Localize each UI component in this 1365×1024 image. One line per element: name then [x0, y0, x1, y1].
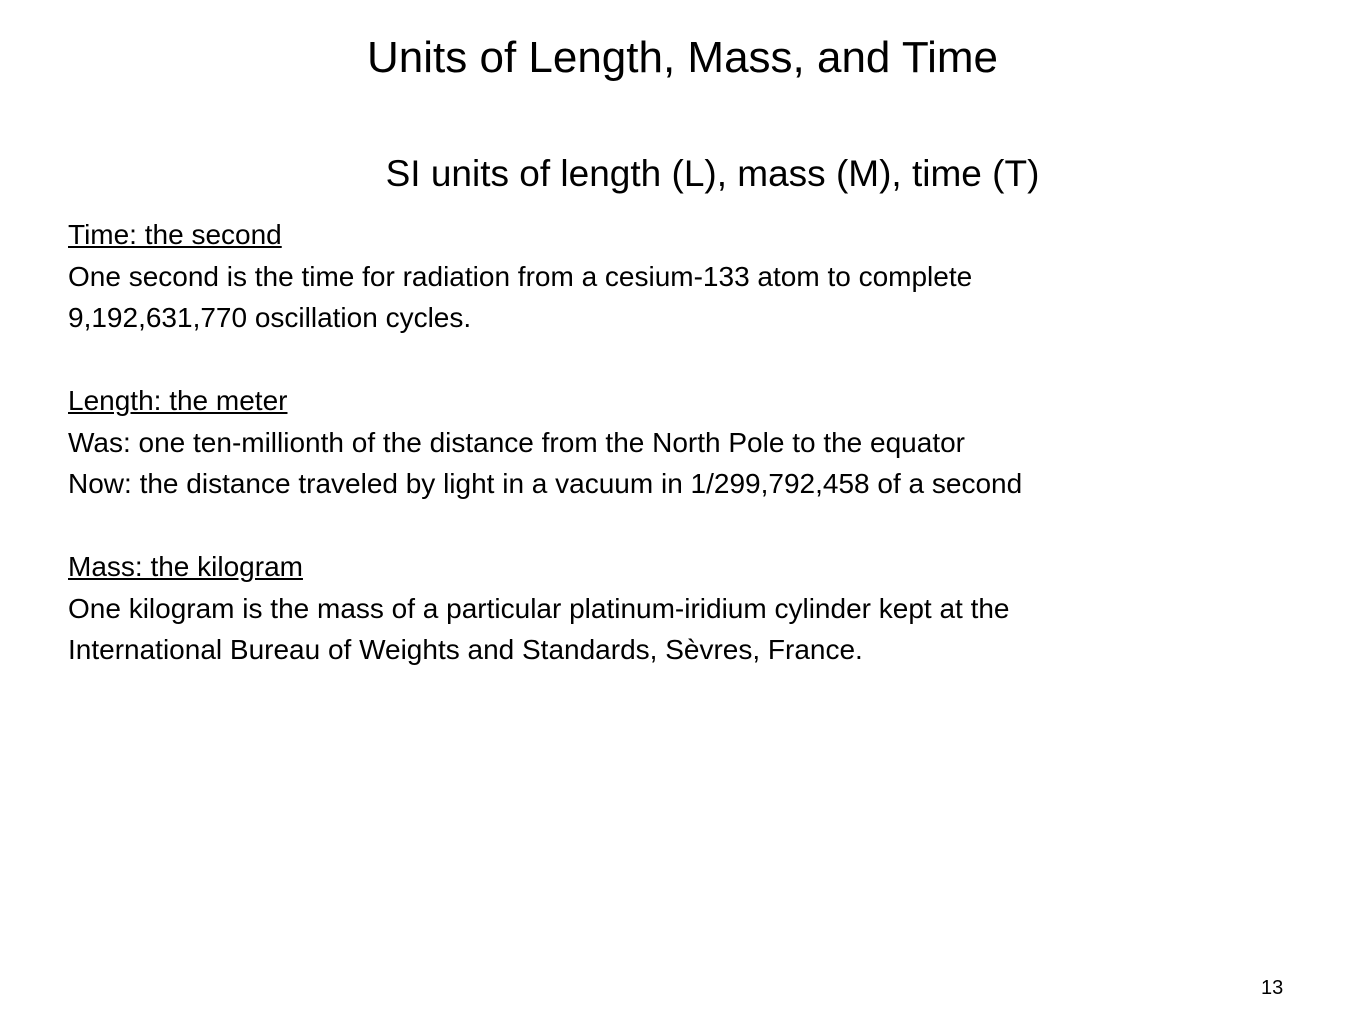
body-line: International Bureau of Weights and Standards, Sèvres, France.	[68, 634, 863, 665]
body-line: Was: one ten-millionth of the distance from the North Pole to the equator	[68, 426, 965, 458]
body-line: 9,192,631,770 oscillation cycles.	[68, 302, 472, 333]
section-mass	[68, 546, 1338, 671]
slide-title: Units of Length, Mass, and Time	[367, 33, 998, 82]
slide-subtitle: SI units of length (L), mass (M), time (T)	[385, 153, 1040, 194]
section-heading-mass: Mass: the kilogram	[68, 551, 303, 582]
section-time	[68, 214, 1338, 339]
body-line: One second is the time for radiation from a cesium-133 atom to complete	[68, 260, 973, 292]
section-heading-time: Time: the second	[68, 219, 282, 250]
page-number: 13	[1261, 977, 1284, 999]
section-length	[68, 380, 1338, 505]
body-line: One kilogram is the mass of a particular platinum-iridium cylinder kept at the	[68, 592, 1010, 624]
slide-body	[68, 214, 1338, 712]
section-heading-length: Length: the meter	[68, 385, 288, 416]
body-line: Now: the distance traveled by light in a vacuum in 1/299,792,458 of a second	[68, 468, 1023, 499]
